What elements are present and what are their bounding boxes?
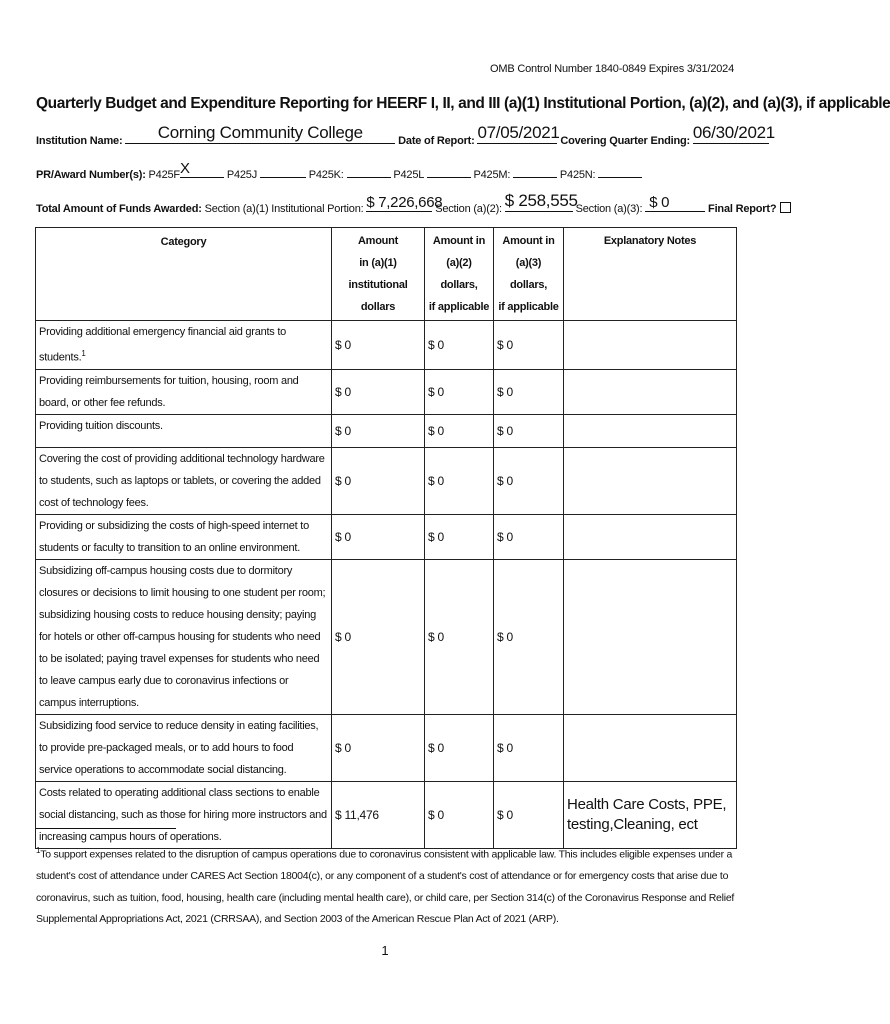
header-a3 <box>494 228 564 321</box>
row-a1-amount[interactable]: $ 0 <box>332 514 425 559</box>
row-notes[interactable] <box>564 559 737 714</box>
table-row <box>36 321 737 370</box>
row-category: Covering the cost of providing additional technology hardware to students, such as laptops or tablets, or covering the added cost of technology fees. <box>36 447 332 514</box>
row-a2-amount[interactable]: $ 0 <box>425 369 494 414</box>
award-p425l-field[interactable] <box>427 165 471 178</box>
row-a1-amount[interactable]: $ 0 <box>332 369 425 414</box>
header-a2-line2: (a)(2) dollars, <box>440 257 478 291</box>
institution-line <box>36 123 775 147</box>
row-a2-amount[interactable]: $ 0 <box>425 781 494 848</box>
award-p425n-label: P425N: <box>559 169 596 181</box>
table-row <box>36 781 737 848</box>
row-a2-amount[interactable]: $ 0 <box>425 559 494 714</box>
header-a1-line3: institutional dollars <box>348 279 408 313</box>
award-label: PR/Award Number(s): <box>36 169 146 181</box>
row-a3-amount[interactable]: $ 0 <box>494 414 564 447</box>
row-a1-amount[interactable]: $ 0 <box>332 447 425 514</box>
row-a2-amount[interactable]: $ 0 <box>425 714 494 781</box>
a1-label: Section (a)(1) Institutional Portion: <box>204 203 364 215</box>
header-a2-line1: Amount in <box>432 235 486 247</box>
header-a3-line3: if applicable <box>498 301 559 313</box>
row-a3-amount[interactable]: $ 0 <box>494 714 564 781</box>
row-category <box>36 321 332 370</box>
a2-value: $ 258,555 <box>504 191 578 210</box>
row-category: Providing or subsidizing the costs of high-speed internet to students or faculty to transition to an online environment. <box>36 514 332 559</box>
funds-label: Total Amount of Funds Awarded: <box>36 203 202 215</box>
row-a3-amount[interactable]: $ 0 <box>494 369 564 414</box>
award-p425k-label: P425K: <box>308 169 344 181</box>
header-a3-line1: Amount in <box>502 235 555 247</box>
form-title: Quarterly Budget and Expenditure Reporting for HEERF I, II, and III (a)(1) Institutional Portion, (a)(2), and (a)(3), if applicable <box>36 95 890 112</box>
a2-label: Section (a)(2): <box>435 203 502 215</box>
a2-field[interactable] <box>504 191 578 212</box>
a3-label: Section (a)(3): <box>575 203 643 215</box>
award-p425l-label: P425L <box>393 169 424 181</box>
expenditure-table <box>35 227 737 849</box>
award-p425j-label: P425J <box>226 169 258 181</box>
institution-value: Corning Community College <box>157 123 363 142</box>
footnote-text: To support expenses related to the disruption of campus operations due to coronavirus consistent with applicable law. This includes eligible expenses under a student's cost of attendance under CARES Act Section 18004(c), or any component of a student's cost of attendance or for emergency costs that arise due to coronavirus, such as tuition, food, housing, health care (including mental health care), or child care, per Section 314(c) of the Coronavirus Response and Relief Supplemental Appropriations Act, 2021 (CRRSAA), and Section 2003 of the American Rescue Plan Act of 2021 (ARP). <box>36 848 735 925</box>
table-row <box>36 414 737 447</box>
date-value: 07/05/2021 <box>477 123 560 142</box>
award-line <box>36 160 642 181</box>
award-p425k-field[interactable] <box>347 165 391 178</box>
header-category: Category <box>36 228 332 321</box>
award-p425f-field[interactable] <box>179 160 224 178</box>
omb-control-number: OMB Control Number 1840-0849 Expires 3/31/2024 <box>490 63 734 75</box>
date-field[interactable] <box>477 123 560 144</box>
award-p425n-field[interactable] <box>598 165 642 178</box>
row-category: Subsidizing food service to reduce density in eating facilities, to provide pre-packaged meals, or to add hours to food service operations to accommodate social distancing. <box>36 714 332 781</box>
table-row <box>36 714 737 781</box>
final-report-label: Final Report? <box>708 203 777 215</box>
row-a2-amount[interactable]: $ 0 <box>425 414 494 447</box>
page-number: 1 <box>381 943 389 958</box>
header-notes: Explanatory Notes <box>564 228 737 321</box>
row-a3-amount[interactable]: $ 0 <box>494 321 564 370</box>
row-notes[interactable] <box>564 514 737 559</box>
header-a2 <box>425 228 494 321</box>
row-notes[interactable] <box>564 414 737 447</box>
date-label: Date of Report: <box>398 135 475 147</box>
footnote-mark: 1 <box>36 846 41 855</box>
footnote-rule <box>36 828 176 829</box>
quarter-value: 06/30/2021 <box>692 123 775 142</box>
quarter-field[interactable] <box>692 123 775 144</box>
row-notes[interactable] <box>564 447 737 514</box>
row-a1-amount[interactable]: $ 0 <box>332 321 425 370</box>
footnote <box>36 840 736 931</box>
award-p425m-label: P425M: <box>473 169 511 181</box>
table-row <box>36 447 737 514</box>
row-a3-amount[interactable]: $ 0 <box>494 781 564 848</box>
row-a3-amount[interactable]: $ 0 <box>494 447 564 514</box>
row-a2-amount[interactable]: $ 0 <box>425 447 494 514</box>
footnote-ref: 1 <box>81 349 86 358</box>
institution-field[interactable] <box>125 123 395 144</box>
final-report-checkbox[interactable] <box>780 202 791 213</box>
award-p425m-field[interactable] <box>513 165 557 178</box>
a1-value: $ 7,226,668 <box>366 194 443 211</box>
table-row <box>36 514 737 559</box>
row-a2-amount[interactable]: $ 0 <box>425 514 494 559</box>
a1-field[interactable] <box>366 194 443 212</box>
a3-value: $ 0 <box>649 194 670 211</box>
row-notes[interactable] <box>564 321 737 370</box>
row-a1-amount[interactable]: $ 11,476 <box>332 781 425 848</box>
row-a1-amount[interactable]: $ 0 <box>332 559 425 714</box>
row-category-text: Providing additional emergency financial aid grants to students. <box>39 326 286 364</box>
award-p425f-value: X <box>179 160 190 177</box>
header-a2-line3: if applicable <box>428 301 490 313</box>
table-row <box>36 559 737 714</box>
table-header-row <box>36 228 737 321</box>
row-notes[interactable] <box>564 714 737 781</box>
row-a1-amount[interactable]: $ 0 <box>332 414 425 447</box>
row-notes[interactable] <box>564 369 737 414</box>
row-a1-amount[interactable]: $ 0 <box>332 714 425 781</box>
row-a3-amount[interactable]: $ 0 <box>494 514 564 559</box>
row-a3-amount[interactable]: $ 0 <box>494 559 564 714</box>
award-p425j-field[interactable] <box>260 165 306 178</box>
header-a3-line2: (a)(3) dollars, <box>509 257 548 291</box>
quarter-label: Covering Quarter Ending: <box>560 135 690 147</box>
funds-line <box>36 191 791 215</box>
row-category: Providing tuition discounts. <box>36 414 332 447</box>
row-category: Costs related to operating additional class sections to enable social distancing, such as those for hiring more instructors and increasing campus hours of operations. <box>36 781 332 848</box>
header-a1-line2: in (a)(1) <box>359 257 397 269</box>
row-category: Subsidizing off-campus housing costs due to dormitory closures or decisions to limit housing to one student per room; subsidizing housing costs to reduce housing density; paying for hotels or other off-campus housing for students who need to be isolated; paying travel expenses for students who need to leave campus early due to coronavirus infections or campus interruptions. <box>36 559 332 714</box>
table-row <box>36 369 737 414</box>
award-p425f-label: P425F <box>148 169 180 181</box>
row-notes[interactable]: Health Care Costs, PPE, testing,Cleaning, ect <box>564 781 737 848</box>
a3-field[interactable] <box>645 194 705 212</box>
row-category: Providing reimbursements for tuition, housing, room and board, or other fee refunds. <box>36 369 332 414</box>
row-a2-amount[interactable]: $ 0 <box>425 321 494 370</box>
header-a1-line1: Amount <box>357 235 399 247</box>
header-a1 <box>332 228 425 321</box>
institution-label: Institution Name: <box>36 135 123 147</box>
